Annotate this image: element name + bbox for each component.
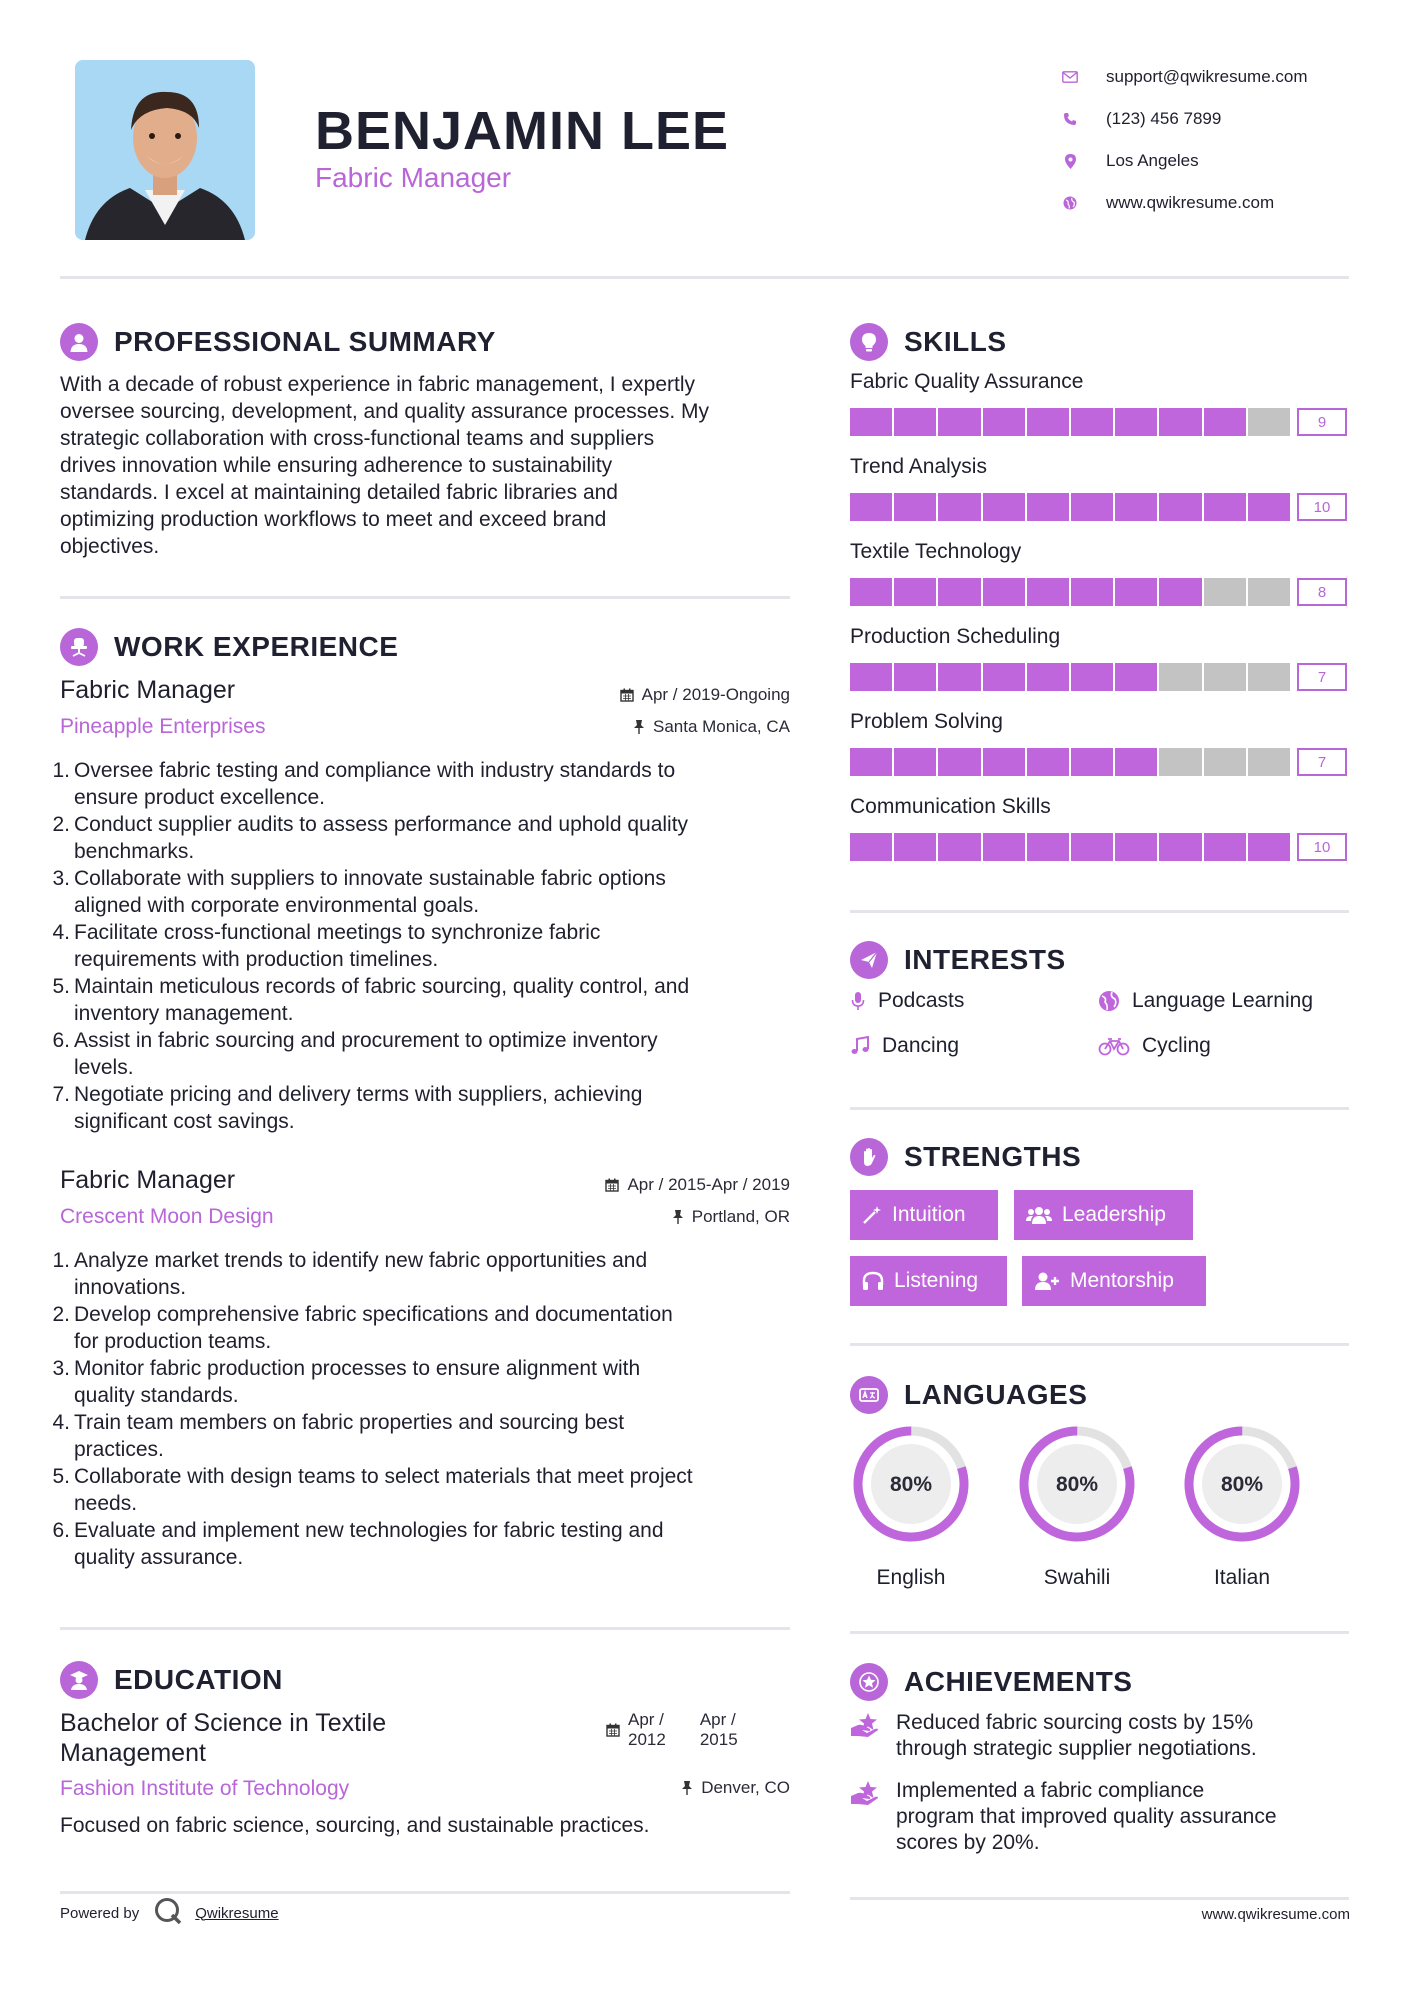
list-line: Conduct supplier audits to assess performance and uphold quality [74, 813, 689, 836]
candidate-role: Fabric Manager [315, 162, 512, 193]
summary-line: drives innovation while ensuring adherence to sustainability [60, 454, 613, 477]
pushpin-icon [633, 720, 645, 734]
skill-name: Problem Solving [850, 710, 1003, 733]
music-note-icon [850, 1036, 870, 1056]
list-line: Develop comprehensive fabric specifications and documentation [74, 1303, 673, 1326]
education-location-text: Denver, CO [701, 1778, 790, 1797]
list-line: quality standards. [74, 1384, 239, 1407]
list-line: benchmarks. [74, 840, 195, 863]
skill-score-badge: 9 [1297, 408, 1347, 436]
achievement-line: scores by 20%. [896, 1831, 1040, 1854]
skill-bar-segment [1115, 408, 1159, 436]
contact-website-text: www.qwikresume.com [1106, 193, 1275, 212]
contact-phone[interactable] [1052, 98, 1382, 140]
education-title-text: EDUCATION [114, 1664, 283, 1695]
skill-bar-segment [938, 833, 982, 861]
interests-divider [850, 1107, 1349, 1110]
experience-section-title [60, 628, 398, 666]
skill-score-badge: 10 [1297, 833, 1347, 861]
skill-name: Production Scheduling [850, 625, 1061, 648]
list-line: ensure product excellence. [74, 786, 325, 809]
list-item [52, 1517, 800, 1571]
language-name: Swahili [1043, 1566, 1111, 1589]
list-number: 4. [52, 1411, 70, 1434]
skill-score-badge: 10 [1297, 493, 1347, 521]
skill-bar-segment [1027, 493, 1071, 521]
strengths-divider [850, 1343, 1349, 1346]
skill-bar-segment [894, 748, 938, 776]
lightbulb-icon [850, 323, 888, 361]
contact-email-text: support@qwikresume.com [1106, 67, 1308, 86]
strengths-section-title [850, 1138, 1081, 1176]
hand-icon [850, 1138, 888, 1176]
skill-name: Fabric Quality Assurance [850, 370, 1084, 393]
education-start-year: 2012 [628, 1730, 666, 1749]
contact-list [1052, 56, 1382, 224]
list-item [52, 811, 800, 865]
skill-bar-segment [1204, 748, 1248, 776]
education-divider [60, 1891, 790, 1894]
experience-divider [60, 1627, 790, 1630]
footer-website[interactable]: www.qwikresume.com [1201, 1906, 1350, 1923]
skill-bar-segment [1159, 748, 1203, 776]
skill-bar-segment [938, 663, 982, 691]
skill-bar-segment [894, 493, 938, 521]
calendar-icon [605, 1178, 619, 1192]
star-badge-icon [850, 1663, 888, 1701]
degree-line: Management [60, 1739, 206, 1767]
skill-bar-segment [894, 833, 938, 861]
summary-line: oversee sourcing, development, and quality assurance processes. My [60, 400, 710, 423]
skill-name: Communication Skills [850, 795, 1051, 818]
summary-line: objectives. [60, 535, 160, 558]
education-dates [606, 1710, 738, 1750]
list-number: 3. [52, 867, 70, 890]
skills-section-title [850, 323, 1007, 361]
pushpin-icon [672, 1210, 684, 1224]
list-number: 4. [52, 921, 70, 944]
interests-section-title [850, 941, 1066, 979]
strength-label: Intuition [892, 1203, 966, 1226]
list-line: inventory management. [74, 1002, 294, 1025]
skill-bar-segment [1115, 748, 1159, 776]
language-percent: 80% [1220, 1473, 1264, 1496]
language-name: English [876, 1566, 946, 1589]
list-number: 2. [52, 1303, 70, 1326]
skill-bar-segment [894, 408, 938, 436]
globe-icon [1098, 990, 1120, 1012]
skill-bar-segment [1248, 663, 1292, 691]
list-line: Oversee fabric testing and compliance with industry standards to [74, 759, 676, 782]
user-icon [60, 323, 98, 361]
skill-bar [850, 663, 1292, 691]
skill-score-badge: 7 [1297, 663, 1347, 691]
list-line: needs. [74, 1492, 138, 1515]
list-line: practices. [74, 1438, 164, 1461]
list-item [52, 1463, 800, 1517]
list-number: 3. [52, 1357, 70, 1380]
interests-title-text: INTERESTS [904, 944, 1066, 975]
skill-bar-segment [850, 408, 894, 436]
list-number: 7. [52, 1083, 70, 1106]
list-item [52, 919, 800, 973]
candidate-name: BENJAMIN LEE [315, 101, 730, 161]
job-1-date [500, 685, 790, 705]
paper-plane-icon [850, 941, 888, 979]
degree-line: Bachelor of Science in Textile [60, 1709, 387, 1737]
contact-website[interactable] [1052, 182, 1382, 224]
skill-bar-segment [1248, 493, 1292, 521]
interest-label: Dancing [882, 1034, 960, 1057]
skill-bar-segment [1159, 663, 1203, 691]
strength-label: Listening [894, 1269, 979, 1292]
language-name: Italian [1213, 1566, 1271, 1589]
list-line: Train team members on fabric properties and sourcing best [74, 1411, 625, 1434]
skill-name: Textile Technology [850, 540, 1022, 563]
achievements-section-title [850, 1663, 1132, 1701]
education-school: Fashion Institute of Technology [60, 1777, 350, 1800]
job-2-location [500, 1207, 790, 1227]
user-plus-icon [1034, 1271, 1060, 1291]
contact-location-text: Los Angeles [1106, 151, 1199, 170]
language-ring [850, 1423, 972, 1545]
list-line: Negotiate pricing and delivery terms with suppliers, achieving [74, 1083, 643, 1106]
list-line: innovations. [74, 1276, 187, 1299]
strength-leadership [1014, 1190, 1193, 1240]
list-item [52, 757, 800, 811]
skill-bar-segment [1071, 578, 1115, 606]
achievements-divider [850, 1897, 1349, 1900]
star-hand-icon [850, 1778, 884, 1856]
skill-bar-segment [1115, 663, 1159, 691]
skill-bar-segment [1027, 578, 1071, 606]
summary-line: standards. I excel at maintaining detailed fabric libraries and [60, 481, 618, 504]
skill-bar-segment [1027, 748, 1071, 776]
skill-bar [850, 408, 1292, 436]
languages-section-title [850, 1376, 1087, 1414]
skill-bar-segment [1071, 833, 1115, 861]
contact-phone-text: (123) 456 7899 [1106, 109, 1222, 128]
language-ring [1181, 1423, 1303, 1545]
location-pin-icon [1052, 154, 1088, 169]
magic-wand-icon [862, 1205, 882, 1225]
skill-bar [850, 493, 1292, 521]
job-1-date-text: Apr / 2019-Ongoing [641, 685, 790, 704]
list-number: 5. [52, 1465, 70, 1488]
skill-bar [850, 578, 1292, 606]
skill-bar-segment [983, 408, 1027, 436]
job-2-title: Fabric Manager [60, 1166, 236, 1194]
list-line: Collaborate with suppliers to innovate sustainable fabric options [74, 867, 666, 890]
skill-bar-segment [1071, 663, 1115, 691]
achievement-line: Implemented a fabric compliance [896, 1779, 1205, 1802]
interest-label: Language Learning [1132, 989, 1314, 1012]
achievement-line: Reduced fabric sourcing costs by 15% [896, 1711, 1254, 1734]
microphone-icon [850, 991, 866, 1011]
strengths-title-text: STRENGTHS [904, 1141, 1082, 1172]
job-1-title: Fabric Manager [60, 676, 236, 704]
skill-bar-segment [1027, 833, 1071, 861]
footer-powered-by [60, 1896, 279, 1930]
interest-cycling [1098, 1034, 1211, 1058]
skill-score-badge: 7 [1297, 748, 1347, 776]
skills-title-text: SKILLS [904, 326, 1007, 357]
job-1-location-text: Santa Monica, CA [652, 717, 790, 736]
skill-bar-segment [938, 408, 982, 436]
mail-icon [1052, 71, 1088, 83]
contact-location [1052, 140, 1382, 182]
achievement-item [850, 1710, 1349, 1762]
achievement-item [850, 1778, 1349, 1856]
languages-divider [850, 1631, 1349, 1634]
skill-bar-segment [1204, 493, 1248, 521]
education-end-year: 2015 [699, 1730, 738, 1749]
interest-language-learning [1098, 989, 1313, 1013]
calendar-icon [620, 688, 634, 702]
skill-bar-segment [1071, 408, 1115, 436]
education-end-month: Apr / [699, 1710, 736, 1729]
qwikresume-logo-icon [153, 1896, 183, 1930]
list-line: quality assurance. [74, 1546, 244, 1569]
education-end [700, 1710, 738, 1750]
strength-listening [850, 1256, 1007, 1306]
skill-bar-segment [850, 578, 894, 606]
skill-bar-segment [1204, 408, 1248, 436]
interest-label: Cycling [1142, 1034, 1211, 1057]
skill-bar-segment [1115, 578, 1159, 606]
skill-bar-segment [1159, 493, 1203, 521]
skill-bar-segment [983, 578, 1027, 606]
qwikresume-link[interactable]: Qwikresume [195, 1904, 279, 1922]
achievement-line: through strategic supplier negotiations. [896, 1737, 1257, 1760]
achievement-line: program that improved quality assurance [896, 1805, 1277, 1828]
skill-bar-segment [1248, 408, 1292, 436]
list-number: 6. [52, 1519, 70, 1542]
skill-bar-segment [1159, 833, 1203, 861]
skill-bar-segment [1159, 578, 1203, 606]
list-line: Evaluate and implement new technologies for fabric testing and [74, 1519, 664, 1542]
list-line: levels. [74, 1056, 134, 1079]
language-percent: 80% [889, 1473, 933, 1496]
summary-title-text: PROFESSIONAL SUMMARY [114, 326, 496, 357]
list-item [52, 1409, 800, 1463]
star-hand-icon [850, 1710, 884, 1762]
skill-bar-segment [850, 663, 894, 691]
skill-bar-segment [850, 493, 894, 521]
language-item [1181, 1423, 1303, 1590]
list-line: aligned with corporate environmental goals. [74, 894, 480, 917]
list-line: Facilitate cross-functional meetings to synchronize fabric [74, 921, 601, 944]
interest-dancing [850, 1034, 959, 1058]
list-line: Collaborate with design teams to select materials that meet project [74, 1465, 693, 1488]
calendar-icon [606, 1723, 620, 1737]
list-item [52, 865, 800, 919]
interest-label: Podcasts [878, 989, 965, 1012]
skill-bar-segment [1071, 748, 1115, 776]
list-item [52, 973, 800, 1027]
job-2-location-text: Portland, OR [691, 1207, 790, 1226]
languages-title-text: LANGUAGES [904, 1379, 1088, 1410]
skill-bar-segment [1204, 833, 1248, 861]
list-item [52, 1247, 800, 1301]
list-line: Analyze market trends to identify new fabric opportunities and [74, 1249, 648, 1272]
skill-bar-segment [894, 578, 938, 606]
skill-name: Trend Analysis [850, 455, 987, 478]
job-2-date-text: Apr / 2015-Apr / 2019 [627, 1175, 790, 1194]
strength-intuition [850, 1190, 998, 1240]
skill-bar [850, 833, 1292, 861]
skill-bar-segment [1248, 833, 1292, 861]
summary-section-title [60, 323, 496, 361]
summary-text [60, 371, 800, 560]
education-start [628, 1710, 666, 1750]
list-line: significant cost savings. [74, 1110, 295, 1133]
job-1-duties [52, 757, 800, 1135]
skill-bar-segment [1248, 578, 1292, 606]
list-item [52, 1301, 800, 1355]
education-section-title [60, 1661, 283, 1699]
users-icon [1026, 1205, 1052, 1225]
summary-line: With a decade of robust experience in fabric management, I expertly [60, 373, 696, 396]
list-item [52, 1027, 800, 1081]
skill-bar-segment [894, 663, 938, 691]
skill-bar-segment [1248, 748, 1292, 776]
skill-bar-segment [938, 578, 982, 606]
job-2-date [500, 1175, 790, 1195]
achievements-title-text: ACHIEVEMENTS [904, 1666, 1133, 1697]
skill-bar-segment [983, 833, 1027, 861]
list-number: 2. [52, 813, 70, 836]
interest-podcasts [850, 989, 964, 1013]
profile-photo [75, 60, 255, 240]
list-item [52, 1081, 800, 1135]
strength-label: Leadership [1062, 1203, 1166, 1226]
strength-mentorship [1022, 1256, 1206, 1306]
list-line: Monitor fabric production processes to ensure alignment with [74, 1357, 641, 1380]
pushpin-icon [681, 1781, 693, 1795]
phone-icon [1052, 112, 1088, 126]
skill-bar-segment [1204, 663, 1248, 691]
job-1-company: Pineapple Enterprises [60, 715, 266, 738]
chair-icon [60, 628, 98, 666]
experience-title-text: WORK EXPERIENCE [114, 631, 399, 662]
skills-divider [850, 910, 1349, 913]
skill-score-badge: 8 [1297, 578, 1347, 606]
skill-bar-segment [938, 493, 982, 521]
list-number: 1. [52, 1249, 70, 1272]
education-degree [60, 1708, 386, 1768]
list-number: 6. [52, 1029, 70, 1052]
summary-line: optimizing production workflows to meet and exceed brand [60, 508, 607, 531]
language-item [850, 1423, 972, 1590]
language-percent: 80% [1055, 1473, 1099, 1496]
language-card-icon [850, 1376, 888, 1414]
summary-divider [60, 596, 790, 599]
skill-bar-segment [1115, 833, 1159, 861]
list-item [52, 1355, 800, 1409]
summary-line: strategic collaboration with cross-functional teams and suppliers [60, 427, 655, 450]
bicycle-icon [1098, 1036, 1130, 1056]
skill-bar-segment [983, 493, 1027, 521]
list-line: Maintain meticulous records of fabric sourcing, quality control, and [74, 975, 690, 998]
language-item [1016, 1423, 1138, 1590]
skill-bar-segment [938, 748, 982, 776]
language-ring [1016, 1423, 1138, 1545]
skill-bar-segment [1027, 408, 1071, 436]
skill-bar-segment [983, 748, 1027, 776]
skill-bar-segment [1071, 493, 1115, 521]
list-line: for production teams. [74, 1330, 272, 1353]
skill-bar-segment [1159, 408, 1203, 436]
skill-bar [850, 748, 1292, 776]
education-location [500, 1778, 790, 1798]
skill-bar-segment [850, 748, 894, 776]
strength-label: Mentorship [1070, 1269, 1174, 1292]
job-2-company: Crescent Moon Design [60, 1205, 274, 1228]
globe-icon [1052, 196, 1088, 210]
education-start-month: Apr / [628, 1710, 664, 1729]
job-2-duties [52, 1247, 800, 1571]
list-number: 5. [52, 975, 70, 998]
list-number: 1. [52, 759, 70, 782]
header-divider [60, 276, 1349, 279]
skill-bar-segment [1115, 493, 1159, 521]
skill-bar-segment [850, 833, 894, 861]
skill-bar-segment [983, 663, 1027, 691]
skill-bar-segment [1204, 578, 1248, 606]
headphones-icon [862, 1271, 884, 1291]
education-description: Focused on fabric science, sourcing, and sustainable practices. [60, 1814, 650, 1837]
graduate-icon [60, 1661, 98, 1699]
skill-bar-segment [1027, 663, 1071, 691]
job-1-location [500, 717, 790, 737]
contact-email[interactable] [1052, 56, 1382, 98]
list-line: requirements with production timelines. [74, 948, 439, 971]
powered-by-text: Powered by [60, 1904, 140, 1922]
list-line: Assist in fabric sourcing and procurement to optimize inventory [74, 1029, 658, 1052]
